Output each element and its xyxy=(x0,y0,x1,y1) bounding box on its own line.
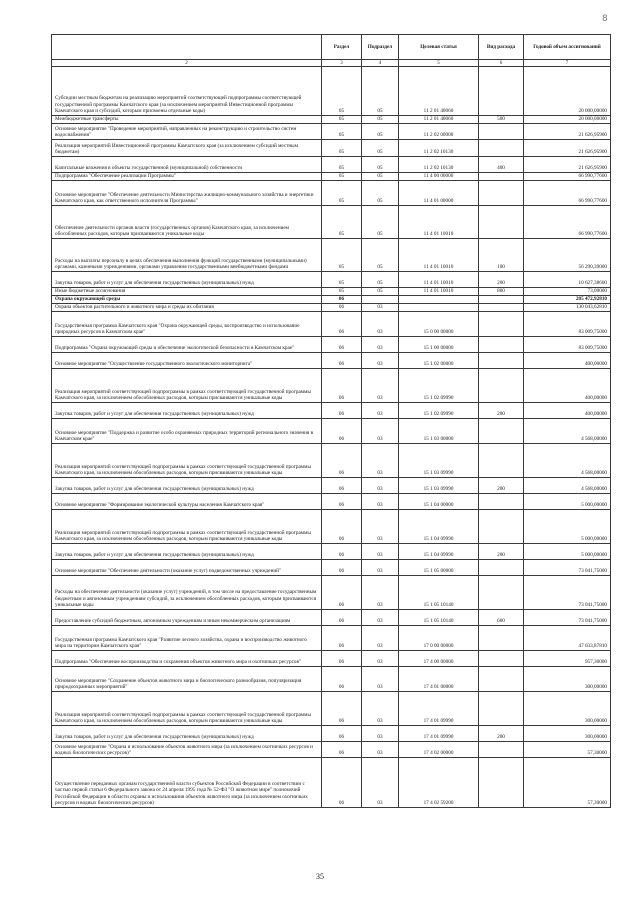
row-expense-type-cell xyxy=(479,494,524,510)
row-expense-type-cell xyxy=(479,369,524,403)
table-row xyxy=(52,272,611,288)
table-row xyxy=(52,576,611,610)
row-target-article-cell: 15 1 04 09990 xyxy=(399,544,479,560)
row-expense-type-cell xyxy=(479,626,524,651)
row-section-cell: 06 xyxy=(322,296,362,304)
row-name-cell: Основное мероприятие "Охрана и использование объектов животного мира (за исключением охотничьих ресурсов и водных биологических ресурсов)" xyxy=(52,742,322,758)
row-subsection-cell: 03 xyxy=(362,667,399,692)
row-amount-cell: 73 041,75000 xyxy=(524,560,611,576)
row-expense-type-cell xyxy=(479,296,524,304)
row-section-cell: 06 xyxy=(322,726,362,742)
row-section-cell: 05 xyxy=(322,173,362,181)
row-target-article-cell: 17 4 01 00000 xyxy=(399,667,479,692)
row-target-article-cell: 15 1 03 09990 xyxy=(399,444,479,478)
row-target-article-cell: 17 4 00 00000 xyxy=(399,651,479,667)
row-amount-cell: 66 990,77600 xyxy=(524,181,611,206)
row-subsection-cell: 03 xyxy=(362,510,399,544)
row-name-cell: Государственная программа Камчатского края "Развитие лесного хозяйства, охрана и воспроизводство животного мира на территории Камчатского края" xyxy=(52,626,322,651)
header-expense-type: Вид расхода xyxy=(479,35,524,60)
row-name-cell: Субсидии местным бюджетам на реализацию мероприятий соответствующей подпрограммы соответствующей государственной программы Камчатского края (за исключением мероприятий Инвестиционной программы Камчатского края и субсидий, которым присвоены отдельные коды) xyxy=(52,67,322,116)
row-subsection-cell: 05 xyxy=(362,124,399,140)
table-row xyxy=(52,726,611,742)
row-name-cell: Охрана объектов растительного и животного мира и среды их обитания xyxy=(52,304,322,312)
row-section-cell: 05 xyxy=(322,67,362,116)
row-subsection-cell: 05 xyxy=(362,181,399,206)
row-amount-cell: 57,30000 xyxy=(524,758,611,808)
row-target-article-cell: 17 0 00 00000 xyxy=(399,626,479,651)
table-row xyxy=(52,312,611,337)
row-amount-cell: 400,00000 xyxy=(524,369,611,403)
row-name-cell: Закупка товаров, работ и услуг для обеспечения государственных (муниципальных) нужд xyxy=(52,726,322,742)
row-expense-type-cell xyxy=(479,651,524,667)
table-row xyxy=(52,116,611,124)
row-amount-cell: 56 290,39000 xyxy=(524,239,611,272)
row-section-cell: 06 xyxy=(322,692,362,726)
row-name-cell: Основное мероприятие "Обеспечение деятельности (оказание услуг) подведомственных учреждений" xyxy=(52,560,322,576)
row-subsection-cell: 05 xyxy=(362,206,399,239)
row-name-cell: Закупка товаров, работ и услуг для обеспечения государственных (муниципальных) нужд xyxy=(52,403,322,419)
table-row xyxy=(52,626,611,651)
row-amount-cell: 400,00000 xyxy=(524,403,611,419)
row-expense-type-cell: 200 xyxy=(479,478,524,494)
row-target-article-cell: 11 4 01 10010 xyxy=(399,288,479,296)
row-subsection-cell: 03 xyxy=(362,494,399,510)
row-target-article-cell: 11 4 01 10010 xyxy=(399,272,479,288)
row-subsection-cell: 03 xyxy=(362,478,399,494)
header-section: Раздел xyxy=(322,35,362,60)
table-row xyxy=(52,337,611,353)
row-expense-type-cell: 800 xyxy=(479,288,524,296)
row-target-article-cell: 17 4 02 00000 xyxy=(399,742,479,758)
row-name-cell: Закупка товаров, работ и услуг для обеспечения государственных (муниципальных) нужд xyxy=(52,478,322,494)
row-target-article-cell: 11 2 02 00000 xyxy=(399,124,479,140)
header-target-article: Целевая статья xyxy=(399,35,479,60)
corner-mark: 8 xyxy=(602,14,608,24)
row-target-article-cell xyxy=(399,304,479,312)
row-subsection-cell: 03 xyxy=(362,610,399,626)
row-amount-cell: 83 009,75000 xyxy=(524,312,611,337)
row-expense-type-cell xyxy=(479,181,524,206)
row-amount-cell: 205 472,92810 xyxy=(524,296,611,304)
row-subsection-cell: 03 xyxy=(362,560,399,576)
table-row xyxy=(52,353,611,369)
row-amount-cell: 300,00000 xyxy=(524,692,611,726)
row-subsection-cell: 03 xyxy=(362,576,399,610)
row-expense-type-cell: 200 xyxy=(479,272,524,288)
row-subsection-cell: 03 xyxy=(362,337,399,353)
table-row xyxy=(52,494,611,510)
row-subsection-cell xyxy=(362,296,399,304)
table-row xyxy=(52,667,611,692)
row-expense-type-cell xyxy=(479,510,524,544)
row-subsection-cell: 03 xyxy=(362,444,399,478)
row-subsection-cell: 03 xyxy=(362,742,399,758)
column-number-row xyxy=(52,60,611,67)
row-subsection-cell: 05 xyxy=(362,67,399,116)
row-name-cell: Основное мероприятие "Обеспечение деятельности Министерства жилищно-коммунального хозяйства и энергетики Камчатского края, как ответственного исполнителя Программы" xyxy=(52,181,322,206)
row-subsection-cell: 03 xyxy=(362,692,399,726)
row-section-cell: 06 xyxy=(322,478,362,494)
row-amount-cell: 73 041,75000 xyxy=(524,610,611,626)
row-name-cell: Охрана окружающей среды xyxy=(52,296,322,304)
row-name-cell: Обеспечение деятельности органов власти (государственных органов) Камчатского края, за исключением обособленных расходов, которым присваиваются уникальные коды xyxy=(52,206,322,239)
row-name-cell: Реализация мероприятий соответствующей подпрограммы в рамках соответствующей государственной программы Камчатского края, за исключением обособленных расходов, которым присваиваются уникальные коды xyxy=(52,444,322,478)
row-name-cell: Закупка товаров, работ и услуг для обеспечения государственных (муниципальных) нужд xyxy=(52,272,322,288)
row-target-article-cell: 15 1 00 00000 xyxy=(399,337,479,353)
row-section-cell: 05 xyxy=(322,124,362,140)
row-subsection-cell: 05 xyxy=(362,272,399,288)
row-name-cell: Закупка товаров, работ и услуг для обеспечения государственных (муниципальных) нужд xyxy=(52,544,322,560)
row-name-cell: Основное мероприятие "Сохранение объектов животного мира и биологического разнообразия, популяризация природоохранных мероприятий" xyxy=(52,667,322,692)
row-target-article-cell: 15 1 04 00000 xyxy=(399,494,479,510)
row-name-cell: Осуществление переданных органам государственной власти субъектов Российской Федерации в соответствии с частью первой статьи 6 Федерального закона от 24 апреля 1995 года № 52-ФЗ "О животном мире" полномочий Российской Федерации в области охраны и использования объектов животного мира (за исключением охотничьих ресурсов и водных биологических ресурсов) xyxy=(52,758,322,808)
header-name xyxy=(52,35,322,60)
row-amount-cell: 21 626,95900 xyxy=(524,124,611,140)
row-name-cell: Иные бюджетные ассигнования xyxy=(52,288,322,296)
row-section-cell: 06 xyxy=(322,353,362,369)
row-section-cell: 06 xyxy=(322,758,362,808)
row-expense-type-cell xyxy=(479,140,524,157)
table-row xyxy=(52,206,611,239)
table-row xyxy=(52,651,611,667)
column-number: 6 xyxy=(479,60,524,67)
row-target-article-cell: 11 2 01 40060 xyxy=(399,67,479,116)
row-section-cell: 06 xyxy=(322,494,362,510)
row-target-article-cell: 11 4 01 00000 xyxy=(399,181,479,206)
row-section-cell: 06 xyxy=(322,651,362,667)
row-amount-cell: 5 000,00000 xyxy=(524,510,611,544)
row-name-cell: Основное мероприятие "Поддержка и развитие особо охраняемых природных территорий регионального значения в Камчатском крае" xyxy=(52,419,322,444)
table-row xyxy=(52,173,611,181)
column-number: 5 xyxy=(399,60,479,67)
row-target-article-cell xyxy=(399,296,479,304)
table-row xyxy=(52,742,611,758)
row-section-cell: 06 xyxy=(322,444,362,478)
row-section-cell: 06 xyxy=(322,560,362,576)
column-number: 4 xyxy=(362,60,399,67)
row-section-cell: 05 xyxy=(322,272,362,288)
row-name-cell: Предоставление субсидий бюджетным, автономным учреждениям и иным некоммерческим организациям xyxy=(52,610,322,626)
row-subsection-cell: 03 xyxy=(362,304,399,312)
row-target-article-cell: 15 1 05 00000 xyxy=(399,560,479,576)
row-subsection-cell: 03 xyxy=(362,312,399,337)
row-expense-type-cell xyxy=(479,124,524,140)
row-expense-type-cell: 500 xyxy=(479,116,524,124)
row-expense-type-cell xyxy=(479,206,524,239)
row-amount-cell: 300,00000 xyxy=(524,667,611,692)
table-body xyxy=(52,67,611,808)
row-amount-cell: 400,00000 xyxy=(524,353,611,369)
row-section-cell: 05 xyxy=(322,181,362,206)
row-expense-type-cell xyxy=(479,337,524,353)
row-amount-cell: 21 626,95900 xyxy=(524,140,611,157)
row-section-cell: 05 xyxy=(322,206,362,239)
table-row xyxy=(52,239,611,272)
column-number: 7 xyxy=(524,60,611,67)
row-name-cell: Подпрограмма "Обеспечение воспроизводства и сохранения объектов животного мира и охотничьих ресурсов" xyxy=(52,651,322,667)
table-row xyxy=(52,304,611,312)
budget-table xyxy=(51,34,611,808)
row-amount-cell: 20 000,00000 xyxy=(524,67,611,116)
row-target-article-cell: 15 1 05 10140 xyxy=(399,610,479,626)
header-subsection: Подраздел xyxy=(362,35,399,60)
row-target-article-cell: 11 4 01 10010 xyxy=(399,206,479,239)
table-row xyxy=(52,369,611,403)
row-target-article-cell: 11 4 00 00000 xyxy=(399,173,479,181)
row-target-article-cell: 15 0 00 00000 xyxy=(399,312,479,337)
row-amount-cell: 73,00000 xyxy=(524,288,611,296)
row-expense-type-cell: 600 xyxy=(479,610,524,626)
row-amount-cell: 4 568,00000 xyxy=(524,478,611,494)
row-name-cell: Государственная программа Камчатского края "Охрана окружающей среды, воспроизводство и использование природных ресурсов в Камчатском крае" xyxy=(52,312,322,337)
row-target-article-cell: 11 2 01 40060 xyxy=(399,116,479,124)
row-section-cell: 06 xyxy=(322,369,362,403)
row-name-cell: Межбюджетные трансферты xyxy=(52,116,322,124)
row-name-cell: Расходы на выплаты персоналу в целях обеспечения выполнения функций государственными (муниципальными) органами, казенными учреждениями, органами управления государственными внебюджетными фондами xyxy=(52,239,322,272)
row-amount-cell: 57,30000 xyxy=(524,742,611,758)
table-row xyxy=(52,510,611,544)
row-amount-cell: 10 627,38600 xyxy=(524,272,611,288)
row-amount-cell: 73 041,75000 xyxy=(524,576,611,610)
row-target-article-cell: 15 1 05 10140 xyxy=(399,576,479,610)
row-expense-type-cell xyxy=(479,576,524,610)
row-amount-cell: 20 000,00000 xyxy=(524,116,611,124)
table-row xyxy=(52,288,611,296)
row-section-cell: 06 xyxy=(322,667,362,692)
row-subsection-cell: 03 xyxy=(362,403,399,419)
row-amount-cell: 21 626,95900 xyxy=(524,157,611,173)
table-row xyxy=(52,296,611,304)
row-expense-type-cell xyxy=(479,419,524,444)
row-name-cell: Основное мероприятие "Формирование экологической культуры населения Камчатского края" xyxy=(52,494,322,510)
row-expense-type-cell xyxy=(479,667,524,692)
row-subsection-cell: 03 xyxy=(362,419,399,444)
row-expense-type-cell: 200 xyxy=(479,726,524,742)
table-row xyxy=(52,124,611,140)
row-subsection-cell: 03 xyxy=(362,353,399,369)
row-name-cell: Подпрограмма "Обеспечение реализации Программы" xyxy=(52,173,322,181)
row-target-article-cell: 15 1 02 00000 xyxy=(399,353,479,369)
table-row xyxy=(52,67,611,116)
row-amount-cell: 83 009,75000 xyxy=(524,337,611,353)
header-annual-amount: Годовой объем ассигнований xyxy=(524,35,611,60)
row-expense-type-cell: 400 xyxy=(479,157,524,173)
row-expense-type-cell xyxy=(479,173,524,181)
table-row xyxy=(52,419,611,444)
row-target-article-cell: 17 4 02 59200 xyxy=(399,758,479,808)
table-row xyxy=(52,544,611,560)
table-row xyxy=(52,403,611,419)
row-amount-cell: 66 990,77600 xyxy=(524,173,611,181)
row-name-cell: Реализация мероприятий соответствующей подпрограммы в рамках соответствующей государственной программы Камчатского края, за исключением обособленных расходов, которым присваиваются уникальные коды xyxy=(52,692,322,726)
row-section-cell: 06 xyxy=(322,626,362,651)
table-row xyxy=(52,478,611,494)
row-amount-cell: 957,30000 xyxy=(524,651,611,667)
row-target-article-cell: 15 1 03 00000 xyxy=(399,419,479,444)
row-section-cell: 06 xyxy=(322,419,362,444)
row-expense-type-cell xyxy=(479,742,524,758)
row-subsection-cell: 05 xyxy=(362,288,399,296)
row-expense-type-cell xyxy=(479,560,524,576)
row-amount-cell: 5 000,00000 xyxy=(524,494,611,510)
row-target-article-cell: 11 4 01 10010 xyxy=(399,239,479,272)
row-amount-cell: 47 033,87810 xyxy=(524,626,611,651)
row-section-cell: 05 xyxy=(322,116,362,124)
row-subsection-cell: 03 xyxy=(362,726,399,742)
table-row xyxy=(52,560,611,576)
row-expense-type-cell: 200 xyxy=(479,544,524,560)
table-row xyxy=(52,181,611,206)
row-subsection-cell: 05 xyxy=(362,140,399,157)
row-subsection-cell: 03 xyxy=(362,544,399,560)
row-section-cell: 06 xyxy=(322,544,362,560)
row-section-cell: 06 xyxy=(322,337,362,353)
row-amount-cell: 66 990,77600 xyxy=(524,206,611,239)
row-expense-type-cell xyxy=(479,353,524,369)
row-amount-cell: 4 568,00000 xyxy=(524,419,611,444)
row-section-cell: 05 xyxy=(322,140,362,157)
row-subsection-cell: 05 xyxy=(362,157,399,173)
row-subsection-cell: 03 xyxy=(362,758,399,808)
row-target-article-cell: 11 2 02 10130 xyxy=(399,157,479,173)
row-target-article-cell: 15 1 04 09990 xyxy=(399,510,479,544)
row-section-cell: 06 xyxy=(322,610,362,626)
row-name-cell: Реализация мероприятий Инвестиционной программы Камчатского края (за исключением субсидий местным бюджетам) xyxy=(52,140,322,157)
row-expense-type-cell: 100 xyxy=(479,239,524,272)
row-target-article-cell: 15 1 03 09990 xyxy=(399,478,479,494)
row-name-cell: Капитальные вложения в объекты государственной (муниципальной) собственности xyxy=(52,157,322,173)
row-name-cell: Основное мероприятие "Осуществление государственного экологического мониторинга" xyxy=(52,353,322,369)
row-amount-cell: 5 000,00000 xyxy=(524,544,611,560)
row-expense-type-cell xyxy=(479,312,524,337)
row-amount-cell: 130 043,62810 xyxy=(524,304,611,312)
table-row xyxy=(52,140,611,157)
row-section-cell: 05 xyxy=(322,157,362,173)
row-name-cell: Реализация мероприятий соответствующей подпрограммы в рамках соответствующей государственной программы Камчатского края, за исключением обособленных расходов, которым присваиваются уникальные коды xyxy=(52,369,322,403)
column-number: 3 xyxy=(322,60,362,67)
row-expense-type-cell xyxy=(479,444,524,478)
row-subsection-cell: 05 xyxy=(362,173,399,181)
row-target-article-cell: 15 1 02 09990 xyxy=(399,369,479,403)
row-subsection-cell: 03 xyxy=(362,369,399,403)
row-amount-cell: 4 568,00000 xyxy=(524,444,611,478)
row-subsection-cell: 05 xyxy=(362,116,399,124)
row-subsection-cell: 05 xyxy=(362,239,399,272)
header-row xyxy=(52,35,611,60)
page-number: 35 xyxy=(316,872,324,881)
row-expense-type-cell xyxy=(479,304,524,312)
row-name-cell: Основное мероприятие "Проведение мероприятий, направленных на реконструкцию и строительство систем водоснабжения" xyxy=(52,124,322,140)
row-name-cell: Расходы на обеспечение деятельности (оказание услуг) учреждений, в том числе на предоставление государственным бюджетным и автономным учреждениям субсидий, за исключением обособленных расходов, которым присваиваются уникальные коды xyxy=(52,576,322,610)
table-row xyxy=(52,157,611,173)
row-section-cell: 05 xyxy=(322,239,362,272)
row-target-article-cell: 17 4 01 09990 xyxy=(399,692,479,726)
row-section-cell: 06 xyxy=(322,403,362,419)
row-target-article-cell: 17 4 01 09990 xyxy=(399,726,479,742)
row-target-article-cell: 15 1 02 09990 xyxy=(399,403,479,419)
column-number: 2 xyxy=(52,60,322,67)
row-expense-type-cell xyxy=(479,758,524,808)
row-section-cell: 06 xyxy=(322,742,362,758)
row-name-cell: Реализация мероприятий соответствующей подпрограммы в рамках соответствующей государственной программы Камчатского края, за исключением обособленных расходов, которым присваиваются уникальные коды xyxy=(52,510,322,544)
table-row xyxy=(52,758,611,808)
row-target-article-cell: 11 2 02 10130 xyxy=(399,140,479,157)
row-section-cell: 06 xyxy=(322,576,362,610)
row-subsection-cell: 03 xyxy=(362,651,399,667)
row-section-cell: 05 xyxy=(322,288,362,296)
row-section-cell: 06 xyxy=(322,312,362,337)
row-name-cell: Подпрограмма "Охрана окружающей среды и обеспечение экологической безопасности в Камчатском крае" xyxy=(52,337,322,353)
row-expense-type-cell xyxy=(479,67,524,116)
row-subsection-cell: 03 xyxy=(362,626,399,651)
table-row xyxy=(52,444,611,478)
row-section-cell: 06 xyxy=(322,510,362,544)
row-expense-type-cell xyxy=(479,692,524,726)
table-row xyxy=(52,692,611,726)
row-expense-type-cell: 200 xyxy=(479,403,524,419)
row-section-cell: 06 xyxy=(322,304,362,312)
table-row xyxy=(52,610,611,626)
row-amount-cell: 300,00000 xyxy=(524,726,611,742)
